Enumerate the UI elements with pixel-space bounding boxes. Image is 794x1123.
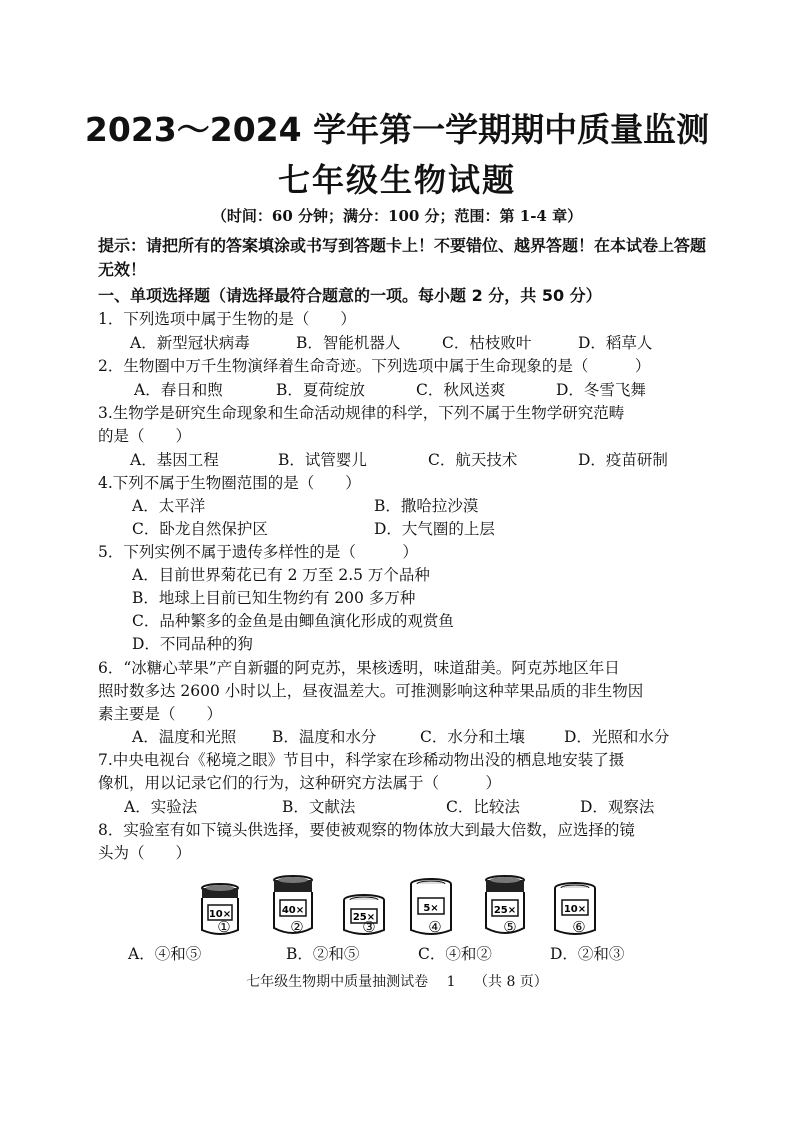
question-6-option-c: C．水分和土壤: [420, 728, 525, 746]
question-1-option-c: C．枯枝败叶: [442, 334, 532, 352]
question-1-stem: 1．下列选项中属于生物的是（ ）: [98, 310, 356, 328]
question-3-option-b: B．试管婴儿: [278, 451, 367, 469]
question-6-option-d: D．光照和水分: [564, 728, 670, 746]
question-6-stem-line1: 6．“冰糖心苹果”产自新疆的阿克苏，果核透明，味道甜美。阿克苏地区年日: [98, 659, 620, 677]
question-5-option-d: D．不同品种的狗: [132, 635, 253, 653]
question-6-stem-line3: 素主要是（ ）: [98, 705, 223, 723]
question-5-option-c: C．品种繁多的金鱼是由鲫鱼演化形成的观赏鱼: [132, 612, 454, 630]
lens-label-1: ①: [217, 918, 231, 936]
question-2-option-b: B．夏荷绽放: [276, 381, 365, 399]
question-8-stem-line1: 8．实验室有如下镜头供选择，要使被观察的物体放大到最大倍数，应选择的镜: [98, 821, 635, 839]
question-7-option-a: A．实验法: [124, 798, 198, 816]
lens-label-4: ④: [428, 918, 442, 936]
question-5-stem: 5．下列实例不属于遗传多样性的是（ ）: [98, 543, 418, 561]
question-7-stem-line1: 7.中央电视台《秘境之眼》节目中，科学家在珍稀动物出没的栖息地安装了摄: [98, 751, 625, 769]
question-2-option-a: A．春日和煦: [134, 381, 223, 399]
question-3-stem-line1: 3.生物学是研究生命现象和生命活动规律的科学，下列不属于生物学研究范畴: [98, 404, 625, 422]
exam-info: （时间：60 分钟；满分：100 分；范围：第 1-4 章）: [211, 207, 583, 225]
exam-subject-title: 七年级生物试题: [277, 161, 516, 199]
question-8-option-c: C．④和②: [418, 945, 492, 963]
question-7-option-c: C．比较法: [446, 798, 520, 816]
question-6-option-a: A．温度和光照: [132, 728, 237, 746]
question-7-stem-line2: 像机，用以记录它们的行为，这种研究方法属于（ ）: [98, 774, 502, 792]
question-4-option-d: D．大气圈的上层: [374, 520, 495, 538]
question-3-option-a: A．基因工程: [130, 451, 219, 469]
question-3-option-d: D．疫苗研制: [578, 451, 668, 469]
question-4-option-b: B．撒哈拉沙漠: [374, 497, 479, 515]
question-5-option-b: B．地球上目前已知生物约有 200 多万种: [132, 589, 416, 607]
lens-6-mag: 10×: [563, 904, 587, 915]
question-3-option-c: C．航天技术: [428, 451, 518, 469]
lens-2-mag: 40×: [281, 905, 305, 916]
question-8-option-a: A．④和⑤: [128, 945, 202, 963]
question-2-stem: 2．生物圈中万千生物演绎着生命奇迹。下列选项中属于生命现象的是（ ）: [98, 357, 651, 375]
question-1-option-a: A．新型冠状病毒: [130, 334, 250, 352]
lens-4-mag: 5×: [423, 903, 439, 914]
question-4-option-c: C．卧龙自然保护区: [132, 520, 268, 538]
question-4-stem: 4.下列不属于生物圈范围的是（ ）: [98, 474, 361, 492]
lens-label-6: ⑥: [572, 918, 586, 936]
lens-1-mag: 10×: [208, 909, 232, 920]
question-6-stem-line2: 照时数多达 2600 小时以上，昼夜温差大。可推测影响这种苹果品质的非生物因: [98, 682, 644, 700]
question-2-option-d: D．冬雪飞舞: [556, 381, 646, 399]
question-5-option-a: A．目前世界菊花已有 2 万至 2.5 万个品种: [132, 566, 430, 584]
question-1-option-d: D．稻草人: [578, 334, 653, 352]
lens-label-3: ③: [362, 918, 376, 936]
lens-3-mag: 25×: [352, 912, 376, 923]
section-heading: 一、单项选择题（请选择最符合题意的一项。每小题 2 分，共 50 分）: [98, 286, 602, 305]
lens-label-5: ⑤: [503, 918, 517, 936]
question-4-option-a: A．太平洋: [132, 497, 206, 515]
question-8-option-d: D．②和③: [550, 945, 625, 963]
question-2-option-c: C．秋风送爽: [416, 381, 506, 399]
question-7-option-b: B．文献法: [282, 798, 356, 816]
answer-notice: 提示：请把所有的答案填涂或书写到答题卡上！不要错位、越界答题！在本试卷上答题无效！: [98, 236, 707, 279]
question-3-stem-line2: 的是（ ）: [98, 427, 192, 445]
question-1-option-b: B．智能机器人: [296, 334, 401, 352]
lens-figure: [196, 858, 616, 938]
exam-title: 2023～2024 学年第一学期期中质量监测: [84, 110, 710, 149]
question-7-option-d: D．观察法: [580, 798, 655, 816]
question-8-stem-line2: 头为（ ）: [98, 844, 192, 862]
page-footer: 七年级生物期中质量抽测试卷 1 （共 8 页）: [246, 974, 548, 990]
lens-label-2: ②: [290, 918, 304, 936]
lens-5-mag: 25×: [493, 905, 517, 916]
question-8-option-b: B．②和⑤: [286, 945, 360, 963]
question-6-option-b: B．温度和水分: [272, 728, 377, 746]
